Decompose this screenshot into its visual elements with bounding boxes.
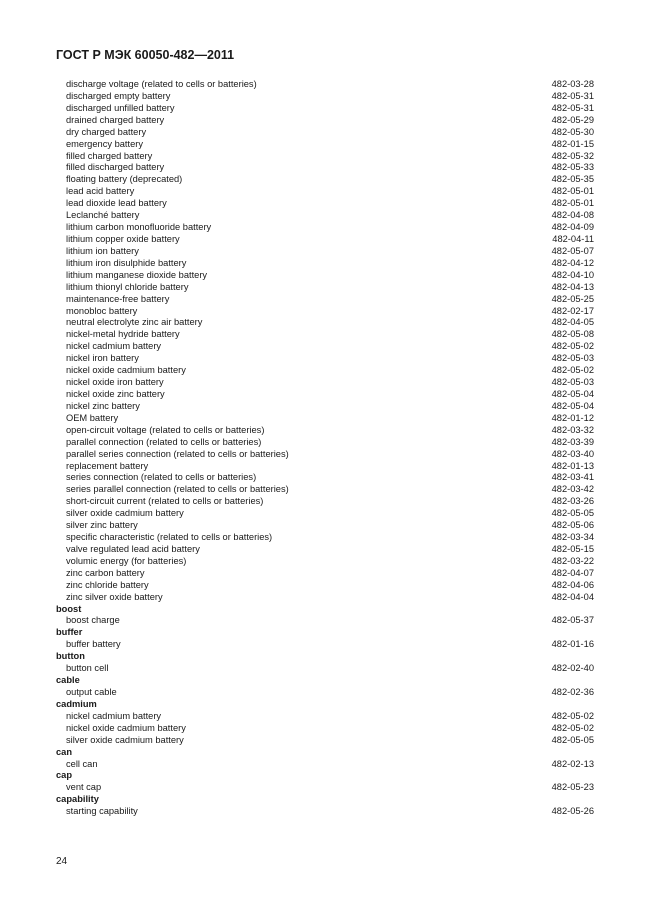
- index-entry: [56, 377, 594, 389]
- entry-code: 482-05-06: [551, 520, 594, 531]
- index-entry: [56, 365, 594, 377]
- entry-code: 482-05-32: [551, 150, 594, 161]
- index-entry: [56, 389, 594, 401]
- entry-term: specific characteristic (related to cells or batteries): [66, 532, 273, 543]
- index-entry: [56, 484, 594, 496]
- index-entry: [56, 115, 594, 127]
- entry-code: 482-05-04: [551, 400, 594, 411]
- entry-term: discharged unfilled battery: [66, 102, 175, 113]
- entry-term: nickel oxide cadmium battery: [66, 365, 186, 376]
- entry-term: monobloc battery: [66, 305, 138, 316]
- page-number: 24: [56, 856, 68, 867]
- index-entry: [56, 306, 594, 318]
- heading-term: cadmium: [56, 698, 97, 709]
- entry-code: 482-05-05: [551, 508, 594, 519]
- index-entry: [56, 735, 594, 747]
- index-entry: [56, 461, 594, 473]
- heading-term: button: [56, 651, 85, 662]
- entry-term: discharge voltage (related to cells or batteries): [66, 79, 257, 89]
- term-index-list: [56, 79, 594, 818]
- entry-code: 482-05-23: [551, 782, 594, 793]
- entry-term: Leclanché battery: [66, 210, 140, 221]
- entry-code: 482-04-10: [551, 269, 594, 280]
- index-entry: [56, 806, 594, 818]
- entry-code: 482-03-39: [551, 436, 594, 447]
- index-entry: [56, 234, 594, 246]
- entry-term: replacement battery: [66, 460, 149, 471]
- entry-term: lead acid battery: [66, 186, 135, 197]
- heading-term: can: [56, 746, 73, 757]
- entry-code: 482-01-13: [551, 460, 594, 471]
- index-entry: [56, 222, 594, 234]
- entry-term: nickel oxide iron battery: [66, 377, 164, 388]
- entry-term: lithium ion battery: [66, 245, 139, 256]
- entry-term: short-circuit current (related to cells or batteries): [66, 496, 264, 507]
- entry-code: 482-02-36: [551, 687, 594, 698]
- entry-code: 482-02-13: [551, 758, 594, 769]
- entry-term: lithium thionyl chloride battery: [66, 281, 189, 292]
- entry-term: filled charged battery: [66, 150, 153, 161]
- entry-code: 482-05-05: [551, 734, 594, 745]
- entry-code: 482-05-07: [551, 245, 594, 256]
- index-entry: [56, 663, 594, 675]
- index-entry: [56, 759, 594, 771]
- entry-term: nickel oxide cadmium battery: [66, 722, 186, 733]
- index-entry: [56, 317, 594, 329]
- index-entry: [56, 91, 594, 103]
- index-entry: [56, 580, 594, 592]
- index-entry: [56, 174, 594, 186]
- heading-term: cable: [56, 675, 80, 686]
- index-entry: [56, 162, 594, 174]
- entry-code: 482-05-02: [551, 365, 594, 376]
- entry-term: starting capability: [66, 806, 138, 817]
- entry-code: 482-05-02: [551, 710, 594, 721]
- entry-term: zinc chloride battery: [66, 579, 149, 590]
- entry-term: parallel series connection (related to cells or batteries): [66, 448, 289, 459]
- index-heading: [56, 699, 594, 711]
- entry-term: silver zinc battery: [66, 520, 138, 531]
- entry-code: 482-05-01: [551, 198, 594, 209]
- entry-code: 482-05-30: [551, 126, 594, 137]
- entry-code: 482-04-12: [551, 257, 594, 268]
- index-entry: [56, 723, 594, 735]
- index-entry: [56, 687, 594, 699]
- index-entry: [56, 711, 594, 723]
- entry-code: 482-01-12: [551, 412, 594, 423]
- index-entry: [56, 79, 594, 91]
- entry-code: 482-05-08: [551, 329, 594, 340]
- entry-term: nickel zinc battery: [66, 400, 140, 411]
- entry-term: OEM battery: [66, 412, 119, 423]
- index-entry: [56, 210, 594, 222]
- entry-code: 482-05-33: [551, 162, 594, 173]
- index-entry: [56, 592, 594, 604]
- entry-term: open-circuit voltage (related to cells or batteries): [66, 424, 265, 435]
- entry-code: 482-04-09: [551, 222, 594, 233]
- entry-code: 482-05-03: [551, 377, 594, 388]
- entry-term: floating battery (deprecated): [66, 174, 183, 185]
- index-entry: [56, 508, 594, 520]
- index-entry: [56, 103, 594, 115]
- entry-term: nickel oxide zinc battery: [66, 388, 165, 399]
- entry-code: 482-04-11: [552, 233, 594, 244]
- entry-term: filled discharged battery: [66, 162, 165, 173]
- entry-code: 482-04-08: [551, 210, 594, 221]
- entry-term: valve regulated lead acid battery: [66, 543, 200, 554]
- index-heading: [56, 794, 594, 806]
- entry-code: 482-03-41: [551, 472, 594, 483]
- entry-code: 482-03-42: [551, 484, 594, 495]
- entry-code: 482-04-04: [551, 591, 594, 602]
- entry-term: discharged empty battery: [66, 90, 171, 101]
- index-entry: [56, 127, 594, 139]
- entry-term: nickel-metal hydride battery: [66, 329, 180, 340]
- heading-term: capability: [56, 794, 99, 805]
- entry-term: lead dioxide lead battery: [66, 198, 167, 209]
- index-entry: [56, 413, 594, 425]
- entry-term: lithium copper oxide battery: [66, 233, 180, 244]
- index-heading: [56, 627, 594, 639]
- entry-code: 482-03-40: [551, 448, 594, 459]
- entry-code: 482-05-15: [551, 543, 594, 554]
- entry-term: zinc silver oxide battery: [66, 591, 163, 602]
- index-entry: [56, 186, 594, 198]
- heading-term: buffer: [56, 627, 83, 638]
- index-entry: [56, 270, 594, 282]
- index-entry: [56, 437, 594, 449]
- index-entry: [56, 568, 594, 580]
- entry-term: silver oxide cadmium battery: [66, 734, 184, 745]
- heading-term: cap: [56, 770, 73, 781]
- index-entry: [56, 353, 594, 365]
- entry-term: dry charged battery: [66, 126, 147, 137]
- entry-term: boost charge: [66, 615, 120, 626]
- index-entry: [56, 341, 594, 353]
- entry-term: lithium iron disulphide battery: [66, 257, 187, 268]
- index-heading: [56, 604, 594, 616]
- entry-code: 482-05-25: [551, 293, 594, 304]
- entry-code: 482-05-04: [551, 388, 594, 399]
- entry-code: 482-01-16: [551, 639, 594, 650]
- index-entry: [56, 556, 594, 568]
- index-entry: [56, 472, 594, 484]
- entry-code: 482-03-22: [551, 555, 594, 566]
- entry-term: lithium carbon monofluoride battery: [66, 222, 212, 233]
- entry-term: drained charged battery: [66, 114, 165, 125]
- entry-term: emergency battery: [66, 138, 143, 149]
- entry-term: silver oxide cadmium battery: [66, 508, 184, 519]
- index-entry: [56, 294, 594, 306]
- entry-code: 482-03-26: [551, 496, 594, 507]
- index-heading: [56, 675, 594, 687]
- entry-code: 482-04-13: [551, 281, 594, 292]
- entry-code: 482-05-02: [551, 722, 594, 733]
- index-entry: [56, 139, 594, 151]
- entry-term: cell can: [66, 758, 98, 769]
- entry-term: nickel cadmium battery: [66, 710, 162, 721]
- index-entry: [56, 544, 594, 556]
- heading-term: boost: [56, 603, 82, 614]
- entry-term: output cable: [66, 687, 117, 698]
- entry-code: 482-03-28: [551, 79, 594, 89]
- entry-term: neutral electrolyte zinc air battery: [66, 317, 203, 328]
- index-entry: [56, 401, 594, 413]
- entry-code: 482-05-31: [551, 102, 594, 113]
- entry-code: 482-05-29: [551, 114, 594, 125]
- entry-term: buffer battery: [66, 639, 121, 650]
- entry-term: series parallel connection (related to cells or batteries): [66, 484, 289, 495]
- entry-code: 482-05-35: [551, 174, 594, 185]
- entry-code: 482-04-07: [551, 567, 594, 578]
- index-heading: [56, 651, 594, 663]
- index-entry: [56, 151, 594, 163]
- index-entry: [56, 496, 594, 508]
- index-entry: [56, 782, 594, 794]
- entry-code: 482-03-32: [551, 424, 594, 435]
- entry-code: 482-03-34: [551, 532, 594, 543]
- entry-code: 482-04-05: [551, 317, 594, 328]
- index-entry: [56, 282, 594, 294]
- index-heading: [56, 770, 594, 782]
- index-entry: [56, 615, 594, 627]
- entry-term: series connection (related to cells or batteries): [66, 472, 257, 483]
- index-entry: [56, 639, 594, 651]
- entry-term: volumic energy (for batteries): [66, 555, 187, 566]
- entry-code: 482-02-40: [551, 663, 594, 674]
- index-entry: [56, 449, 594, 461]
- entry-code: 482-05-31: [551, 90, 594, 101]
- entry-term: zinc carbon battery: [66, 567, 145, 578]
- index-entry: [56, 198, 594, 210]
- entry-term: vent cap: [66, 782, 102, 793]
- index-entry: [56, 258, 594, 270]
- index-entry: [56, 532, 594, 544]
- entry-term: lithium manganese dioxide battery: [66, 269, 208, 280]
- entry-term: button cell: [66, 663, 109, 674]
- entry-code: 482-05-26: [551, 806, 594, 817]
- entry-code: 482-01-15: [551, 138, 594, 149]
- index-entry: [56, 329, 594, 341]
- index-entry: [56, 520, 594, 532]
- entry-term: nickel cadmium battery: [66, 341, 162, 352]
- entry-code: 482-02-17: [551, 305, 594, 316]
- entry-code: 482-05-02: [551, 341, 594, 352]
- index-entry: [56, 246, 594, 258]
- document-header: ГОСТ Р МЭК 60050-482—2011: [56, 48, 235, 62]
- index-heading: [56, 747, 594, 759]
- index-entry: [56, 425, 594, 437]
- entry-code: 482-05-37: [551, 615, 594, 626]
- entry-term: maintenance-free battery: [66, 293, 170, 304]
- entry-term: nickel iron battery: [66, 353, 139, 364]
- entry-code: 482-05-01: [551, 186, 594, 197]
- entry-code: 482-05-03: [551, 353, 594, 364]
- entry-term: parallel connection (related to cells or batteries): [66, 436, 262, 447]
- entry-code: 482-04-06: [551, 579, 594, 590]
